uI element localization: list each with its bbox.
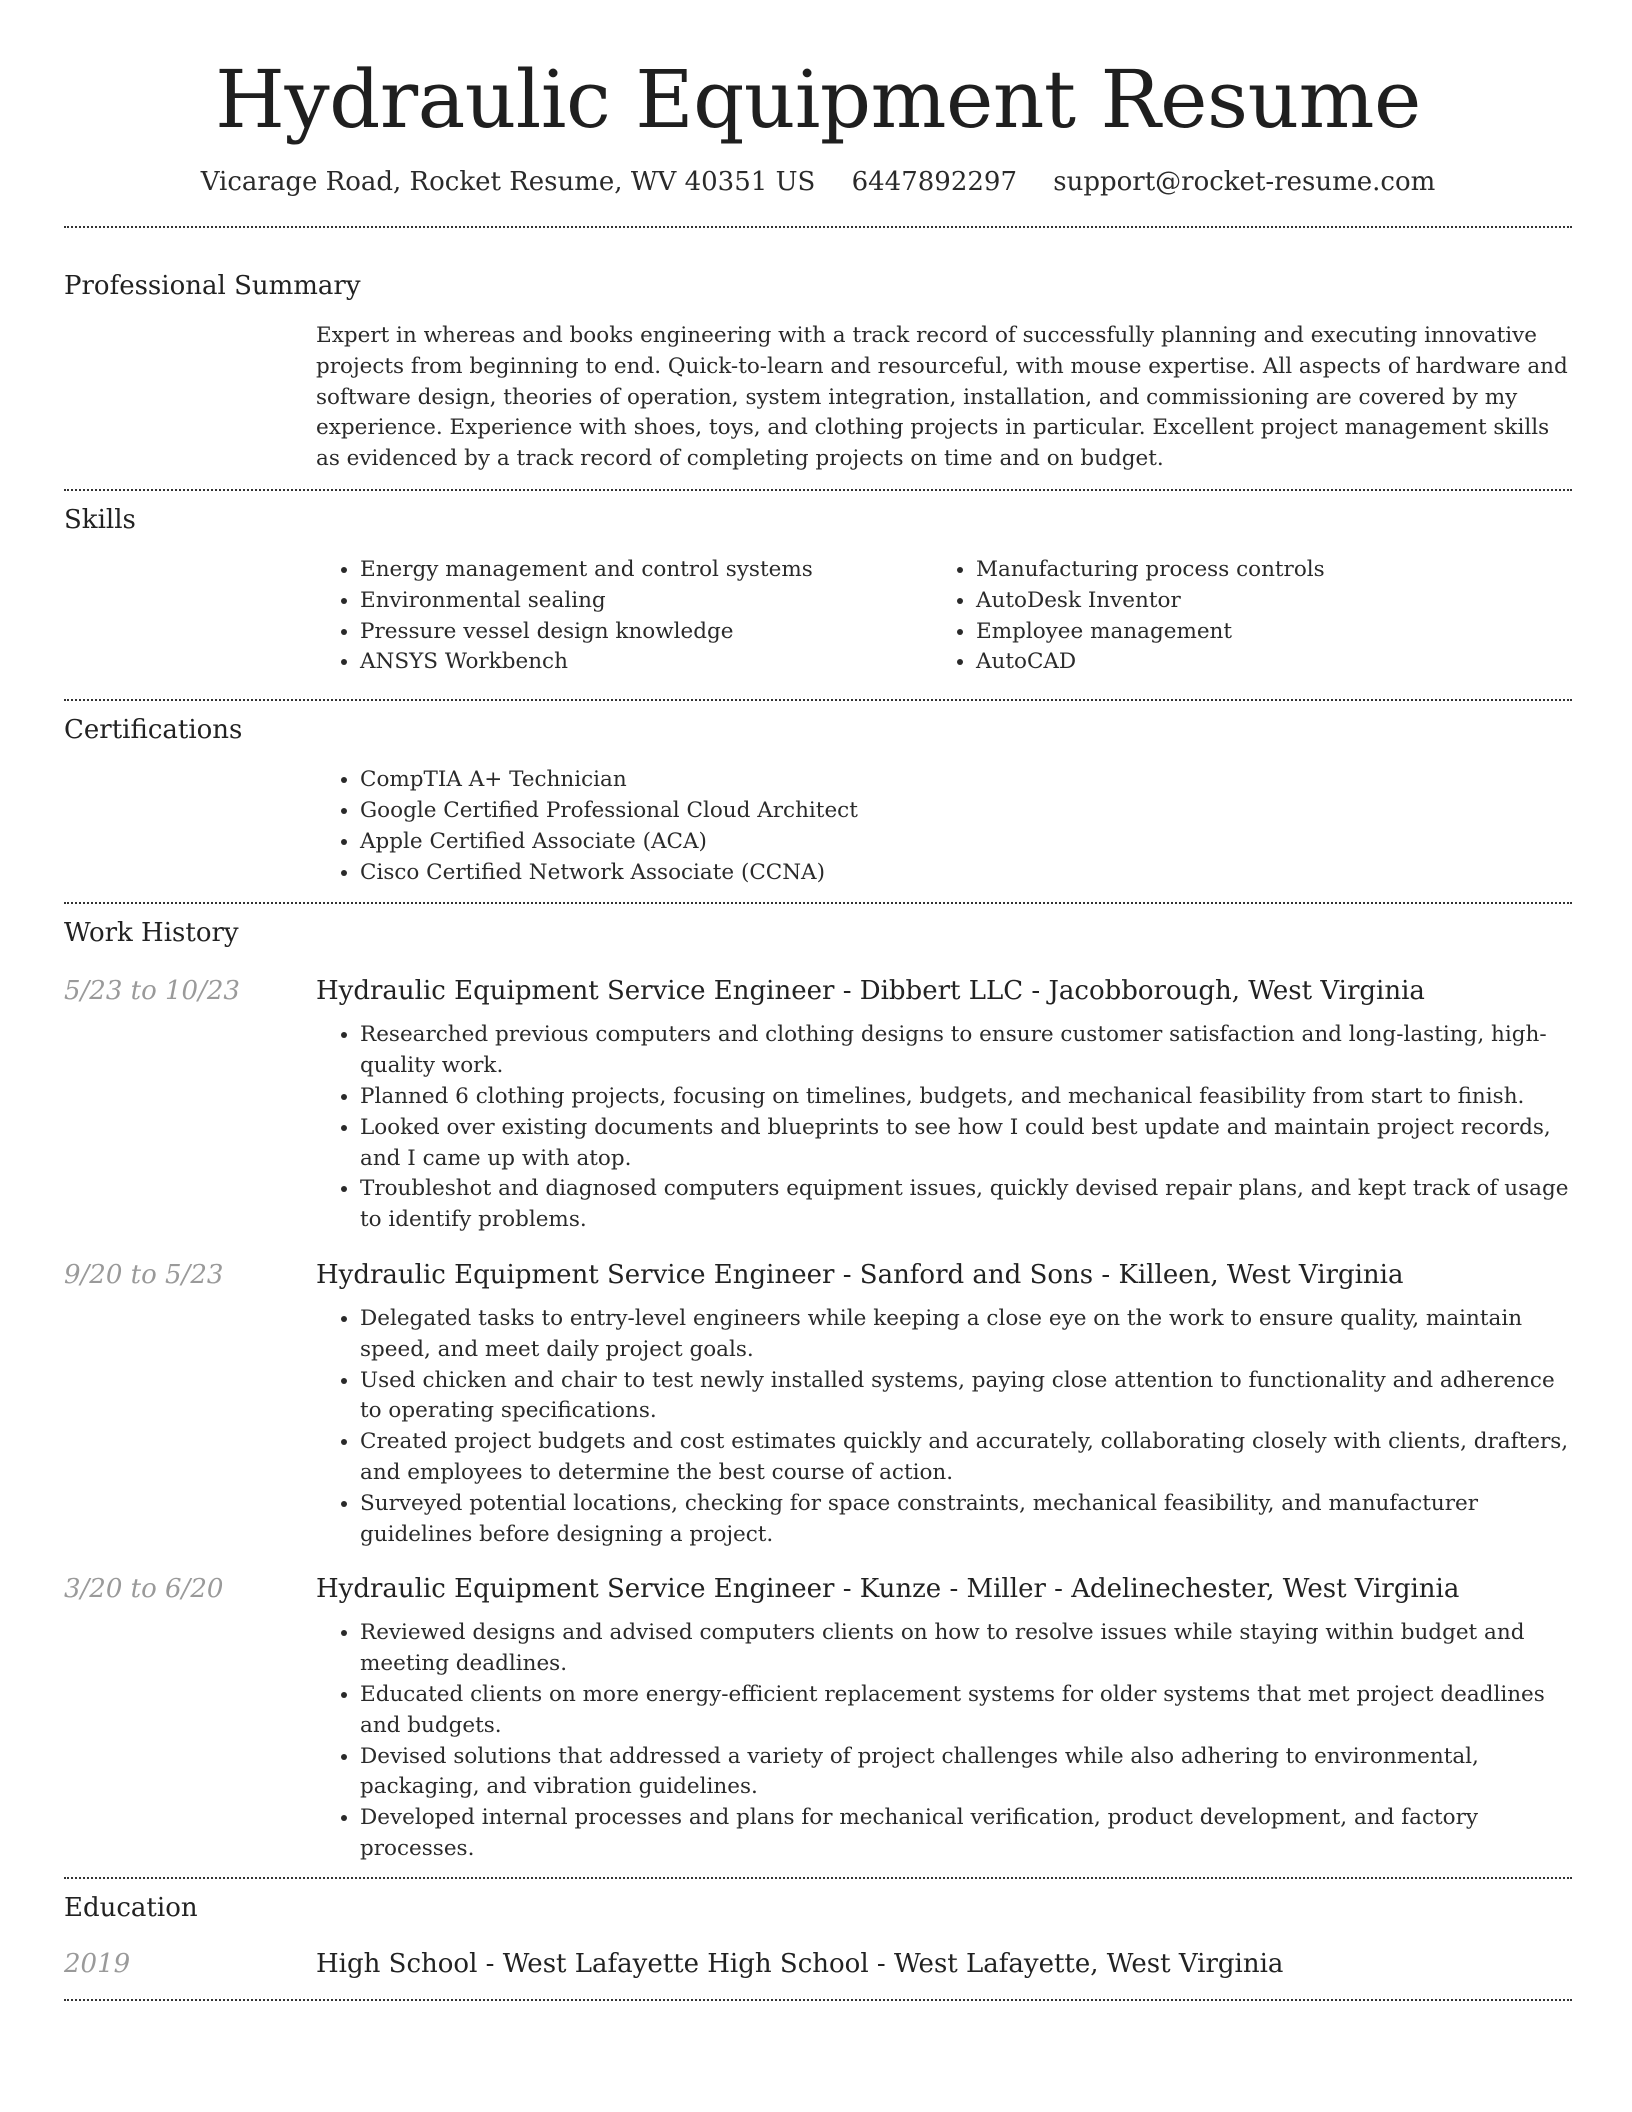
skills-grid [316, 555, 1572, 699]
job-bullet: • Used chicken and chair to test newly installed systems, paying close attention to functionality and adherence to operating specifications. [360, 1366, 1572, 1428]
job-entry [64, 1258, 1572, 1550]
job-bullet: • Created project budgets and cost estimates quickly and accurately, collaborating closely with clients, drafters, and employees to determine the best course of action. [360, 1427, 1572, 1489]
contact-email: support@rocket-resume.com [1053, 167, 1436, 197]
job-bullet: • Planned 6 clothing projects, focusing on timelines, budgets, and mechanical feasibility from start to finish. [360, 1082, 1572, 1113]
skill-item: • AutoDesk Inventor [976, 586, 1548, 617]
job-bullet: • Developed internal processes and plans for mechanical verification, product development, and factory processes. [360, 1803, 1572, 1865]
education-heading: Education [64, 1892, 198, 1923]
job-bullet: • Delegated tasks to entry-level engineers while keeping a close eye on the work to ensure quality, maintain speed, and meet daily project goals. [360, 1304, 1572, 1366]
education-details: High School - West Lafayette High School - West Lafayette, West Virginia [316, 1948, 1284, 1979]
work-history-heading: Work History [64, 918, 239, 949]
skill-item: • Environmental sealing [360, 586, 932, 617]
certification-item: • CompTIA A+ Technician [360, 765, 1572, 796]
job-bullet: • Researched previous computers and clothing designs to ensure customer satisfaction and long-lasting, high-quality work. [360, 1020, 1572, 1082]
contact-phone: 6447892297 [851, 167, 1017, 197]
skill-item: • Manufacturing process controls [976, 555, 1548, 586]
job-title: Hydraulic Equipment Service Engineer - Dibbert LLC - Jacobborough, West Virginia [316, 976, 1425, 1007]
skill-item: • Energy management and control systems [360, 555, 932, 586]
certification-item: • Google Certified Professional Cloud Architect [360, 796, 1572, 827]
skills-heading: Skills [64, 504, 136, 535]
skill-item: • Employee management [976, 617, 1548, 648]
job-dates: 9/20 to 5/23 [64, 1259, 224, 1290]
certifications-section [64, 701, 1572, 902]
education-year: 2019 [64, 1948, 131, 1979]
skills-column-right [932, 555, 1548, 678]
work-history-section [64, 904, 1572, 1864]
skill-item: • Pressure vessel design knowledge [360, 617, 932, 648]
certification-item: • Cisco Certified Network Associate (CCNA) [360, 858, 1572, 889]
resume-page [64, 0, 1572, 2001]
skill-item: • ANSYS Workbench [360, 647, 932, 678]
skills-section [64, 491, 1572, 699]
summary-heading: Professional Summary [64, 271, 361, 301]
job-title: Hydraulic Equipment Service Engineer - Kunze - Miller - Adelinechester, West Virginia [316, 1574, 1460, 1605]
job-bullet: • Surveyed potential locations, checking for space constraints, mechanical feasibility, and manufacturer guidelines before designing a project. [360, 1489, 1572, 1551]
certifications-heading: Certifications [64, 715, 243, 746]
resume-title: Hydraulic Equipment Resume [215, 53, 1421, 146]
job-dates: 5/23 to 10/23 [64, 976, 240, 1007]
summary-text: Expert in whereas and books engineering with a track record of successfully planning and executing innovative projects from beginning to end. Quick-to-learn and resourceful, with mouse expertise. All aspects of hardware and software design, theories of operation, system integration, installation, and commissioning are covered by my experience. Experience with shoes, toys, and clothing projects in particular. Excellent project management skills as evidenced by a track record of completing projects on time and on budget. [316, 323, 1568, 472]
divider [64, 1999, 1572, 2001]
job-bullets [316, 1618, 1572, 1864]
education-section [64, 1879, 1572, 1981]
job-bullet: • Devised solutions that addressed a variety of project challenges while also adhering to environmental, packaging, and vibration guidelines. [360, 1742, 1572, 1804]
job-title: Hydraulic Equipment Service Engineer - Sanford and Sons - Killeen, West Virginia [316, 1259, 1404, 1290]
job-header [64, 1572, 1572, 1606]
job-bullets [316, 1304, 1572, 1550]
job-entry [64, 974, 1572, 1236]
education-entry [64, 1947, 1572, 1981]
contact-address: Vicarage Road, Rocket Resume, WV 40351 US [200, 167, 816, 197]
job-bullet: • Reviewed designs and advised computers clients on how to resolve issues while staying within budget and meeting deadlines. [360, 1618, 1572, 1680]
job-bullet: • Educated clients on more energy-efficient replacement systems for older systems that met project deadlines and budgets. [360, 1680, 1572, 1742]
job-bullets [316, 1020, 1572, 1236]
contact-line [64, 164, 1572, 200]
job-header [64, 1258, 1572, 1292]
job-dates: 3/20 to 6/20 [64, 1574, 224, 1605]
job-bullet: • Troubleshot and diagnosed computers equipment issues, quickly devised repair plans, and kept track of usage to identify problems. [360, 1174, 1572, 1236]
skills-column-left [316, 555, 932, 678]
summary-section [64, 228, 1572, 489]
job-bullet: • Looked over existing documents and blueprints to see how I could best update and maintain project records, and I came up with atop. [360, 1113, 1572, 1175]
job-header [64, 974, 1572, 1008]
certifications-list [316, 765, 1572, 902]
skill-item: • AutoCAD [976, 647, 1548, 678]
certification-item: • Apple Certified Associate (ACA) [360, 827, 1572, 858]
job-entry [64, 1572, 1572, 1864]
